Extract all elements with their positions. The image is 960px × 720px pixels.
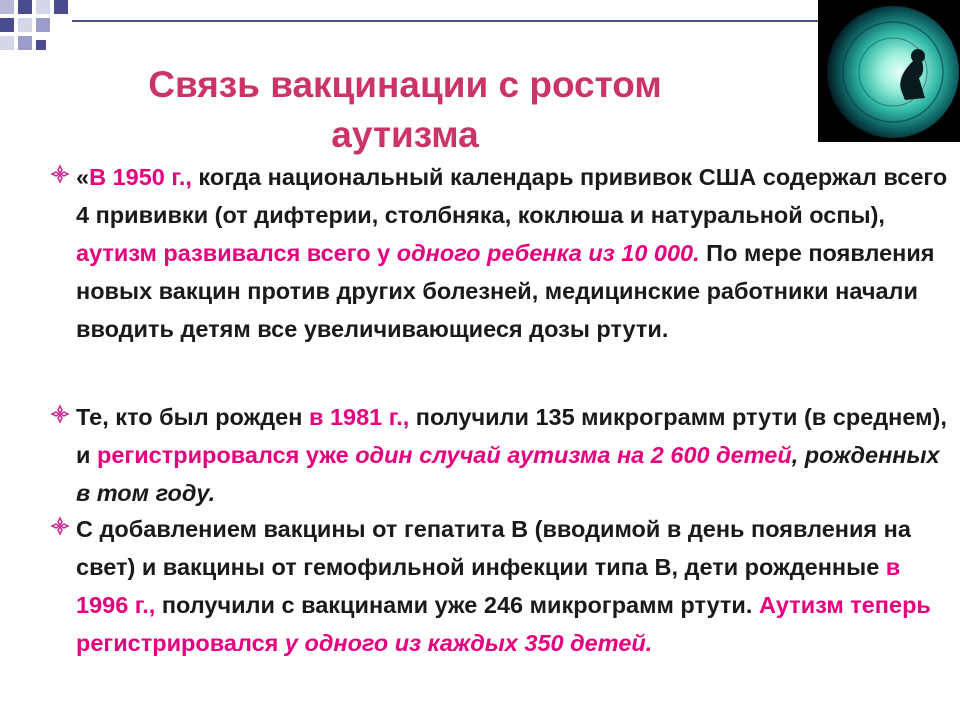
title-line-2: аутизма: [331, 114, 479, 155]
header-rule: [72, 20, 818, 22]
bullet-item: [38, 398, 956, 512]
corner-squares-decor: [0, 0, 80, 60]
title-line-1: Связь вакцинации с ростом: [148, 64, 662, 105]
tunnel-child-image: [818, 0, 960, 142]
bullet-item: [38, 510, 956, 662]
bullet-text-segment: По мере появления новых вакцин против других болезней, медицинские работники начали вводить детям все увеличивающиеся дозы ртути.: [76, 240, 935, 342]
diamond-bullet-icon: [50, 516, 70, 536]
bullet-text-segment: получили 135 микрограмм ртути (в среднем), и: [76, 404, 947, 468]
bullet-text-segment: один случай аутизма на 2 600 детей: [355, 442, 792, 468]
bullet-text-segment: Те, кто был рожден: [76, 404, 309, 430]
bullet-text-segment: получили с вакцинами уже 246 микрограмм ртути.: [155, 592, 759, 618]
bullet-text-segment: С добавлением вакцины от гепатита В (вводимой в день появления на свет) и вакцины от гемофильной инфекции типа В, дети рожденные: [76, 516, 911, 580]
diamond-bullet-icon: [50, 404, 70, 424]
bullet-text-segment: регистрировался уже: [96, 442, 356, 468]
diamond-bullet-icon: [50, 164, 70, 184]
tunnel-child-photo: [818, 0, 960, 142]
bullet-text-segment: в 1981 г.,: [308, 404, 410, 430]
bullet-text-segment: в 1996 г.,: [76, 554, 901, 618]
bullet-text-segment: Аутизм теперь регистрировался: [76, 592, 931, 656]
bullet-text-segment: , рожденных в том году.: [76, 442, 940, 506]
bullet-text-segment: одного ребенка из 10 000.: [396, 240, 700, 266]
bullet-text-segment: аутизм развивался всего у: [76, 240, 397, 266]
bullet-item: [38, 158, 956, 348]
slide-title: [95, 60, 715, 160]
bullet-text-segment: В 1950 г.,: [89, 164, 192, 190]
bullet-text-segment: когда национальный календарь прививок США содержал всего 4 прививки (от дифтерии, столбняка, коклюша и натуральной оспы),: [76, 164, 948, 228]
bullet-text-segment: у одного из каждых 350 детей.: [284, 630, 653, 656]
bullet-text-segment: «: [76, 164, 90, 190]
